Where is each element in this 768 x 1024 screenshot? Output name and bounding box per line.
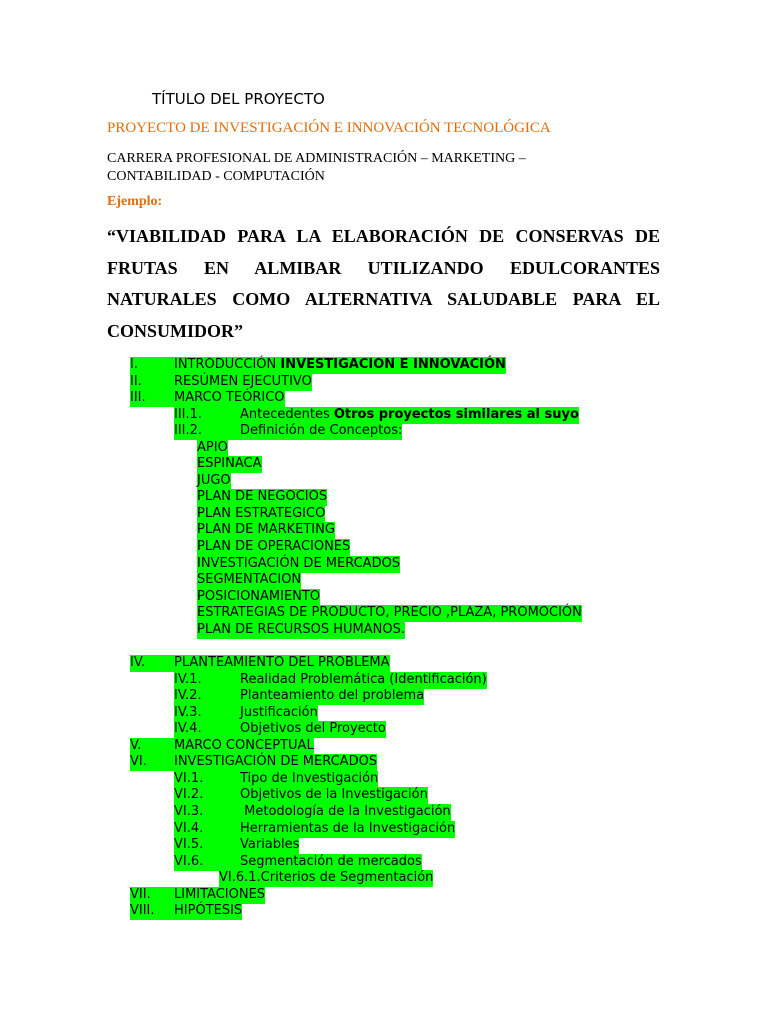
toc-label: Criterios de Segmentación (260, 870, 434, 885)
toc-label: RESÚMEN EJECUTIVO (174, 374, 312, 389)
toc-label: Planteamiento del problema (240, 688, 425, 703)
toc-item-vi-1 (174, 771, 378, 788)
toc-item-iv-1 (174, 672, 487, 689)
toc-label: Antecedentes (240, 407, 330, 422)
concept-item: ESTRATEGIAS DE PRODUCTO, PRECIO ,PLAZA, PROMOCIÓN (197, 605, 582, 620)
toc-number: VI.3. (174, 804, 204, 819)
toc-label: Metodología de la Investigación (240, 804, 451, 819)
toc-number: IV.2. (174, 688, 202, 703)
toc-item-vi (130, 754, 377, 771)
toc-label: Variables (240, 837, 300, 852)
toc-label: Realidad Problemática (Identificación) (240, 672, 487, 687)
toc-item-vi-3 (174, 804, 451, 821)
concept-item: SEGMENTACION (197, 572, 302, 587)
toc-label: LIMITACIONES (174, 887, 266, 902)
toc-label: Segmentación de mercados (240, 854, 422, 869)
toc-item-vi-4 (174, 821, 455, 838)
toc-number: III.2. (174, 423, 203, 438)
concept-item: POSICIONAMIENTO (197, 589, 321, 604)
toc-item-ii (130, 374, 312, 391)
toc-number: V. (130, 738, 142, 753)
toc-item-iii (130, 390, 285, 407)
toc-number: VI.6. (174, 854, 204, 869)
concept-item: INVESTIGACIÓN DE MERCADOS (197, 556, 401, 571)
toc-number: VI.1. (174, 771, 204, 786)
toc-number: VI.4. (174, 821, 204, 836)
toc-label: Objetivos de la Investigación (240, 787, 428, 802)
toc-number: VII. (130, 887, 151, 902)
toc-number: VI. (130, 754, 147, 769)
toc-number: VI.2. (174, 787, 204, 802)
toc-item-vii (130, 887, 265, 904)
toc-number: IV. (130, 655, 146, 670)
concept-item: ESPINACA (197, 456, 262, 471)
toc-item-iii-1 (174, 407, 579, 424)
toc-note: INVESTIGACION E INNOVACIÓN (280, 357, 506, 372)
toc-label: Objetivos del Proyecto (240, 721, 386, 736)
toc-label: Tipo de Investigación (240, 771, 379, 786)
toc-item-iii-2 (174, 423, 402, 440)
toc-note: Otros proyectos similares al suyo (333, 407, 579, 422)
toc-label: Justificación (240, 705, 318, 720)
career-line-1: CARRERA PROFESIONAL DE ADMINISTRACIÓN – MARKETING – (107, 151, 526, 166)
toc-item-i (130, 357, 506, 374)
career-text (107, 150, 526, 186)
concept-item: APIO (197, 440, 228, 455)
toc-item-viii (130, 903, 242, 920)
concept-item: PLAN DE MARKETING (197, 522, 335, 537)
toc-item-iv (130, 655, 390, 672)
toc-item-vi-6-1 (219, 870, 433, 887)
toc-number: VI.5. (174, 837, 204, 852)
concept-item: JUGO (197, 473, 231, 488)
concept-item: PLAN DE RECURSOS HUMANOS. (197, 622, 405, 637)
main-title-line-3: NATURALES COMO ALTERNATIVA SALUDABLE PARA EL (107, 289, 660, 309)
concept-item: PLAN ESTRATEGICO (197, 506, 326, 521)
project-type: PROYECTO DE INVESTIGACIÓN E INNOVACIÓN TECNOLÓGICA (107, 120, 551, 136)
concept-item: PLAN DE NEGOCIOS (197, 489, 328, 504)
toc-item-vi-6 (174, 854, 422, 871)
toc-label: MARCO TEÓRICO (174, 390, 285, 405)
toc-label: MARCO CONCEPTUAL (174, 738, 314, 753)
main-title-line-1: “VIABILIDAD PARA LA ELABORACIÓN DE CONSERVAS DE (107, 226, 660, 246)
toc-label: PLANTEAMIENTO DEL PROBLEMA (174, 655, 390, 670)
toc-number: VIII. (130, 903, 155, 918)
toc-number: IV.4. (174, 721, 202, 736)
toc-number: I. (130, 357, 138, 372)
concept-item: PLAN DE OPERACIONES (197, 539, 351, 554)
toc-label: HIPÓTESIS (174, 903, 243, 918)
main-title-line-4: CONSUMIDOR” (107, 320, 244, 341)
toc-item-iv-4 (174, 721, 386, 738)
toc-label: Definición de Conceptos: (240, 423, 403, 438)
title-label: TÍTULO DEL PROYECTO (152, 90, 325, 108)
example-label: Ejemplo: (107, 194, 163, 209)
toc-item-iv-2 (174, 688, 424, 705)
toc-number: III.1. (174, 407, 203, 422)
career-line-2: CONTABILIDAD - COMPUTACIÓN (107, 169, 325, 184)
toc-label: INVESTIGACIÓN DE MERCADOS (174, 754, 378, 769)
main-title-line-2: FRUTAS EN ALMIBAR UTILIZANDO EDULCORANTES (107, 257, 660, 278)
toc-label: Herramientas de la Investigación (240, 821, 456, 836)
toc-item-iv-3 (174, 705, 318, 722)
toc-number: II. (130, 374, 142, 389)
toc-number: VI.6.1. (219, 870, 261, 885)
main-title (107, 221, 660, 347)
toc-item-v (130, 738, 314, 755)
toc-item-vi-2 (174, 787, 428, 804)
toc-item-vi-5 (174, 837, 299, 854)
toc-number: IV.3. (174, 705, 202, 720)
toc-number: IV.1. (174, 672, 202, 687)
toc-number: III. (130, 390, 146, 405)
toc-label: INTRODUCCIÓN (174, 357, 277, 372)
